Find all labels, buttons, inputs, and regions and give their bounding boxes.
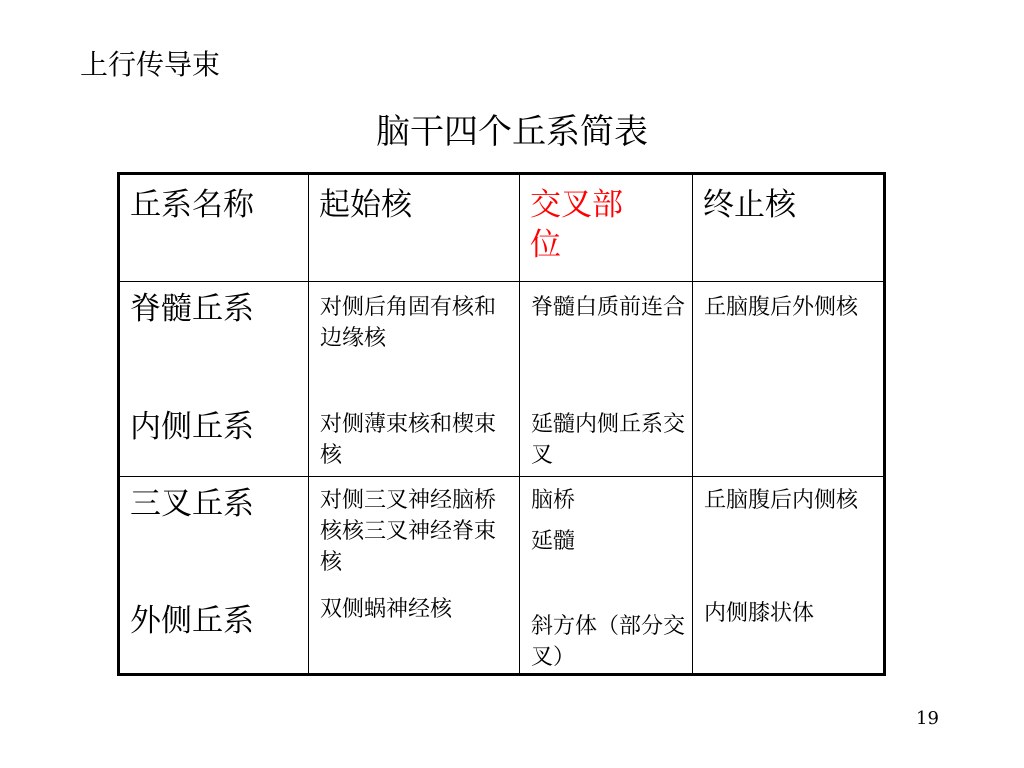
origin-nucleus-text: 对侧后角固有核和边缘核 xyxy=(320,295,497,351)
lemniscus-name: 三叉丘系 xyxy=(130,486,254,522)
crossing-site-text: 延髓内侧丘系交叉 xyxy=(531,412,686,468)
header-termination-label: 终止核 xyxy=(703,187,796,223)
cell-origin xyxy=(309,282,520,477)
cell-termination xyxy=(693,477,885,675)
crossing-site-text: 延髓 xyxy=(531,529,576,554)
header-cell-termination xyxy=(693,174,885,282)
crossing-site-text: 脑桥 xyxy=(531,488,576,513)
lemniscus-name: 脊髓丘系 xyxy=(130,291,254,327)
page-number: 19 xyxy=(916,708,939,729)
crossing-site-text: 脊髓白质前连合 xyxy=(531,295,686,320)
cell-origin xyxy=(309,477,520,675)
slide-title: 脑干四个丘系简表 xyxy=(376,112,648,152)
header-cell-name xyxy=(119,174,309,282)
cell-names xyxy=(119,477,309,675)
lemniscus-summary-table xyxy=(117,172,886,676)
header-cell-origin xyxy=(309,174,520,282)
header-row xyxy=(119,174,885,282)
header-crossing-label-line-1: 交叉部 xyxy=(530,187,623,223)
table-row-trigeminal-lateral xyxy=(119,477,885,675)
crossing-site-text: 斜方体（部分交叉） xyxy=(531,614,686,670)
table-row-spinal-medial xyxy=(119,282,885,477)
lemniscus-name: 内侧丘系 xyxy=(130,409,254,445)
termination-nucleus-text: 内侧膝状体 xyxy=(704,601,815,626)
cell-crossing xyxy=(520,282,693,477)
termination-nucleus-text: 丘脑腹后外侧核 xyxy=(704,295,859,320)
cell-crossing xyxy=(520,477,693,675)
section-label: 上行传导束 xyxy=(80,48,221,81)
header-name-label: 丘系名称 xyxy=(130,187,254,223)
cell-termination xyxy=(693,282,885,477)
header-crossing-label xyxy=(520,175,692,265)
header-cell-crossing xyxy=(520,174,693,282)
termination-nucleus-text: 丘脑腹后内侧核 xyxy=(704,488,859,513)
origin-nucleus-text: 对侧三叉神经脑桥核核三叉神经脊束核 xyxy=(320,488,497,575)
origin-nucleus-text: 双侧蜗神经核 xyxy=(320,597,453,622)
header-origin-label: 起始核 xyxy=(319,187,412,223)
origin-nucleus-text: 对侧薄束核和楔束核 xyxy=(320,412,497,468)
lemniscus-name: 外侧丘系 xyxy=(130,603,254,639)
header-crossing-label-line-2: 位 xyxy=(530,227,561,263)
cell-names xyxy=(119,282,309,477)
